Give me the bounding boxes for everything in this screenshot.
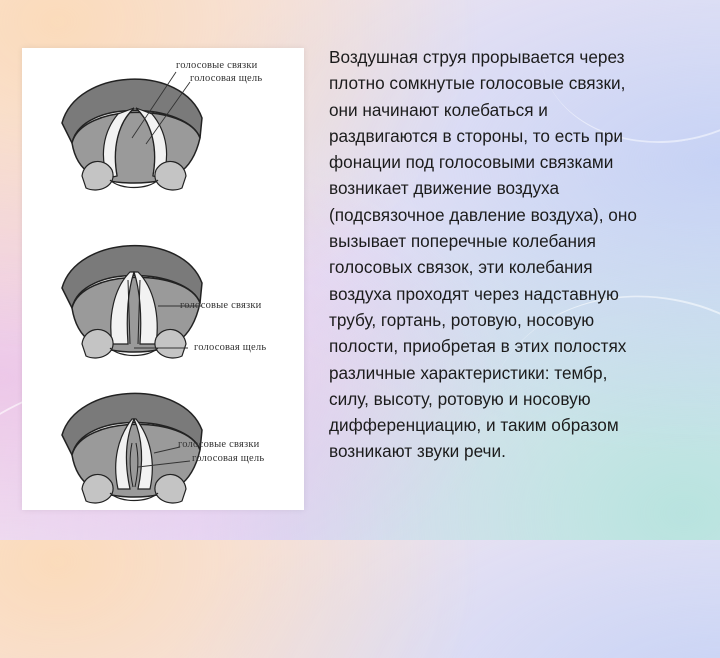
text-line: (подсвязочное давление воздуха), оно — [329, 204, 637, 225]
vocal-cords-label: голосовые связки — [176, 60, 258, 71]
glottis-label: голосовая щель — [192, 453, 265, 464]
text-line: различные характеристики: тембр, — [329, 362, 608, 383]
text-line: фонации под голосовыми связками — [329, 152, 614, 173]
vocal-cords-label: голосовые связки — [180, 300, 262, 311]
larynx-diagram-open — [22, 48, 304, 198]
text-line: дифференциацию, и таким образом — [329, 415, 619, 436]
larynx-diagram-phonation — [22, 373, 304, 523]
text-line: раздвигаются в стороны, то есть при — [329, 125, 623, 146]
text-line: воздуха проходят через надставную — [329, 283, 619, 304]
larynx-figure-panel — [22, 48, 304, 510]
larynx-phonation-illustration — [22, 373, 304, 513]
text-line: голосовых связок, эти колебания — [329, 257, 593, 278]
vocal-cords-label: голосовые связки — [178, 439, 260, 450]
text-line: возникают звуки речи. — [329, 441, 506, 462]
text-line: они начинают колебаться и — [329, 99, 548, 120]
text-line: трубу, гортань, ротовую, носовую — [329, 309, 595, 330]
text-line: вызывает поперечные колебания — [329, 231, 596, 252]
larynx-open-illustration — [22, 48, 304, 198]
text-line: полости, приобретая в этих полостях — [329, 336, 627, 357]
text-line: плотно сомкнутые голосовые связки, — [329, 73, 626, 94]
text-line: силу, высоту, ротовую и носовую — [329, 388, 591, 409]
glottis-label: голосовая щель — [194, 342, 267, 353]
text-line: Воздушная струя прорывается через — [329, 47, 625, 67]
text-line: возникает движение воздуха — [329, 178, 559, 199]
slide-body-text — [329, 44, 705, 465]
larynx-diagram-narrow — [22, 220, 304, 370]
glottis-label: голосовая щель — [190, 73, 263, 84]
